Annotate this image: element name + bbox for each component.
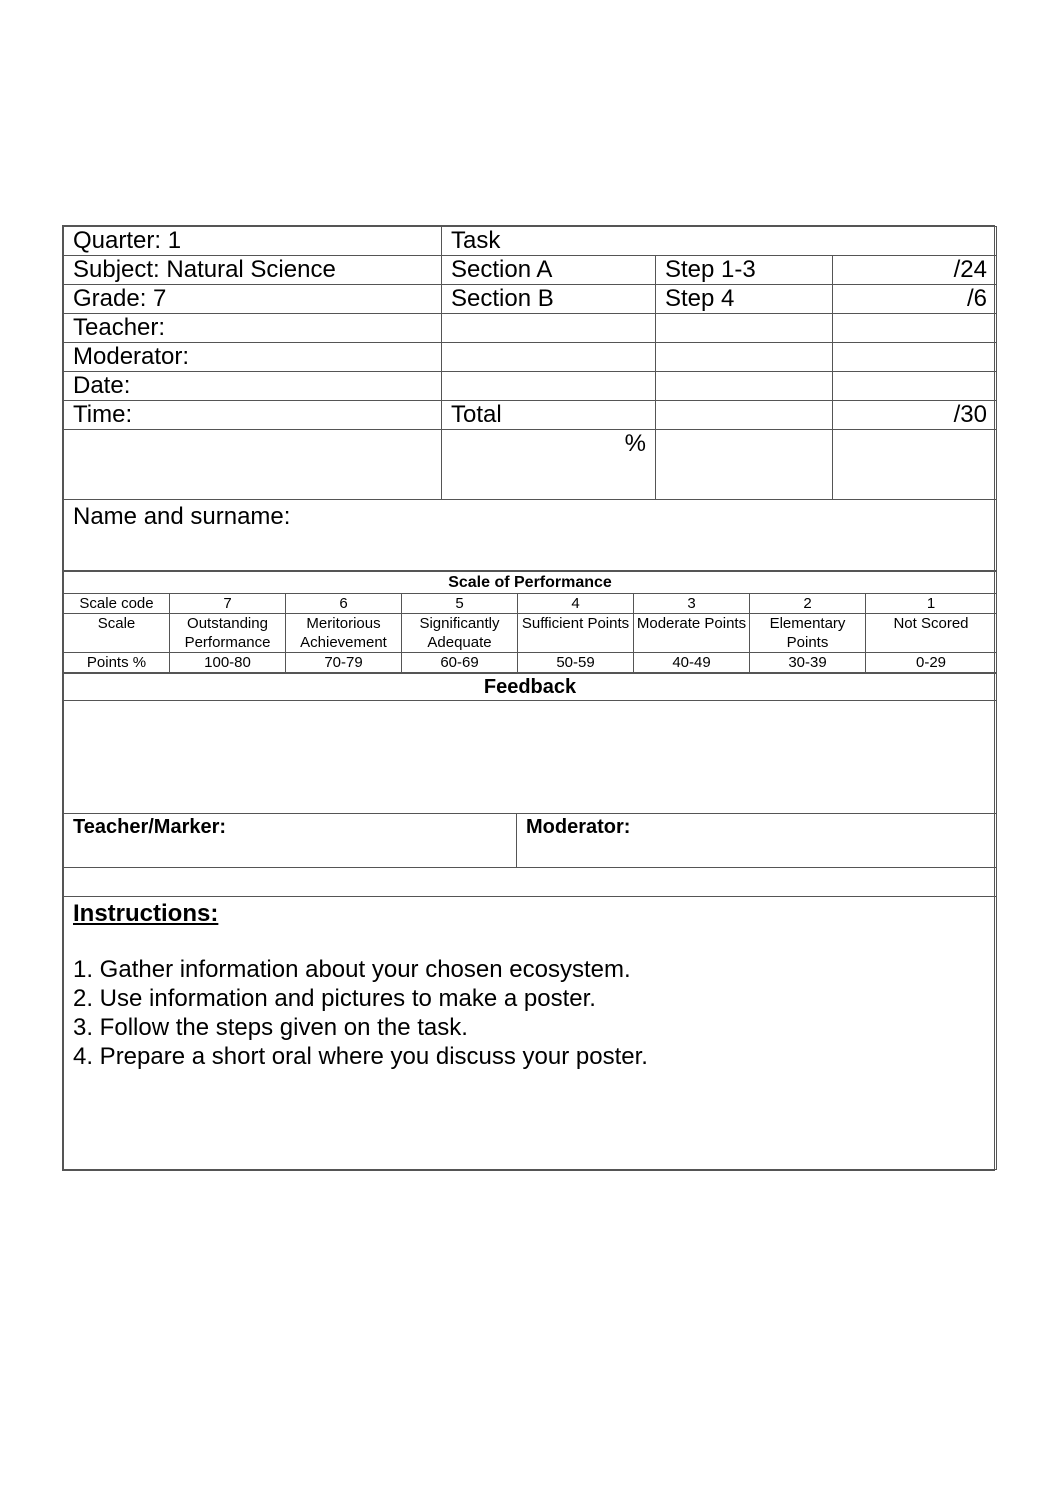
moderator-field: Moderator:: [64, 343, 442, 372]
moderator-row: [64, 343, 997, 372]
scale-title-row: [64, 572, 997, 594]
grade-row: [64, 285, 997, 314]
section-a-marks: /24: [833, 256, 997, 285]
empty-cell: [442, 343, 656, 372]
feedback-body-row: [64, 701, 997, 814]
scale-name-cell: Outstanding Performance: [170, 614, 286, 653]
instructions-row: [64, 897, 997, 1170]
empty-cell: [442, 372, 656, 401]
empty-cell: [656, 372, 833, 401]
points-label: Points %: [64, 653, 170, 673]
scale-name-cell: Significantly Adequate: [402, 614, 518, 653]
time-field: Time:: [64, 401, 442, 430]
task-label: Task: [442, 227, 997, 256]
date-field: Date:: [64, 372, 442, 401]
section-b-label: Section B: [442, 285, 656, 314]
teacher-marker-field: Teacher/Marker:: [64, 814, 517, 868]
empty-cell: [833, 314, 997, 343]
subject-field: Subject: Natural Science: [64, 256, 442, 285]
time-row: [64, 401, 997, 430]
empty-cell: [833, 343, 997, 372]
moderator-signature-field: Moderator:: [517, 814, 997, 868]
empty-cell: [656, 343, 833, 372]
name-row: [64, 500, 997, 571]
scale-name-cell: Not Scored: [866, 614, 997, 653]
empty-cell: [64, 868, 997, 897]
instruction-item: 3. Follow the steps given on the task.: [73, 1014, 468, 1041]
blank-row: [64, 868, 997, 897]
empty-cell: [656, 314, 833, 343]
instruction-item: 4. Prepare a short oral where you discuss your poster.: [73, 1043, 648, 1070]
teacher-row: [64, 314, 997, 343]
empty-cell: [656, 430, 833, 500]
scale-code-cell: 6: [286, 594, 402, 614]
scale-code-cell: 5: [402, 594, 518, 614]
scale-name-row: [64, 614, 997, 653]
feedback-title: Feedback: [64, 674, 997, 701]
points-cell: 50-59: [518, 653, 634, 673]
points-cell: 100-80: [170, 653, 286, 673]
instructions-title: Instructions:: [73, 900, 219, 927]
empty-cell: [442, 314, 656, 343]
scale-name-cell: Sufficient Points: [518, 614, 634, 653]
points-cell: 0-29: [866, 653, 997, 673]
quarter-row: [64, 227, 997, 256]
scale-name-cell: Elementary Points: [750, 614, 866, 653]
section-b-marks: /6: [833, 285, 997, 314]
scale-code-label: Scale code: [64, 594, 170, 614]
scale-of-performance-table: [63, 571, 997, 673]
scale-code-row: [64, 594, 997, 614]
points-cell: 40-49: [634, 653, 750, 673]
points-cell: 70-79: [286, 653, 402, 673]
scale-code-cell: 3: [634, 594, 750, 614]
scale-points-row: [64, 653, 997, 673]
empty-cell: [656, 401, 833, 430]
points-cell: 30-39: [750, 653, 866, 673]
scale-name-cell: Meritorious Achievement: [286, 614, 402, 653]
scale-code-cell: 1: [866, 594, 997, 614]
empty-cell: [833, 430, 997, 500]
percent-label: %: [442, 430, 656, 500]
assessment-cover-sheet: [62, 225, 995, 1171]
name-surname-field: Name and surname:: [64, 500, 997, 571]
scale-name-cell: Moderate Points: [634, 614, 750, 653]
section-a-label: Section A: [442, 256, 656, 285]
teacher-field: Teacher:: [64, 314, 442, 343]
percent-row: [64, 430, 997, 500]
total-marks: /30: [833, 401, 997, 430]
date-row: [64, 372, 997, 401]
step-b-label: Step 4: [656, 285, 833, 314]
total-label: Total: [442, 401, 656, 430]
instruction-item: 1. Gather information about your chosen ecosystem.: [73, 956, 631, 983]
signature-row: [64, 814, 997, 868]
scale-code-cell: 4: [518, 594, 634, 614]
empty-cell: [833, 372, 997, 401]
scale-code-cell: 2: [750, 594, 866, 614]
scale-title: Scale of Performance: [64, 572, 997, 594]
step-a-label: Step 1-3: [656, 256, 833, 285]
scale-label: Scale: [64, 614, 170, 653]
feedback-table: [63, 673, 997, 1170]
instruction-item: 2. Use information and pictures to make a poster.: [73, 985, 596, 1012]
feedback-area: [64, 701, 997, 814]
header-info-table: [63, 226, 997, 571]
grade-field: Grade: 7: [64, 285, 442, 314]
quarter-field: Quarter: 1: [64, 227, 442, 256]
scale-code-cell: 7: [170, 594, 286, 614]
subject-row: [64, 256, 997, 285]
empty-cell: [64, 430, 442, 500]
feedback-title-row: [64, 674, 997, 701]
instructions-section: [64, 897, 997, 1170]
points-cell: 60-69: [402, 653, 518, 673]
